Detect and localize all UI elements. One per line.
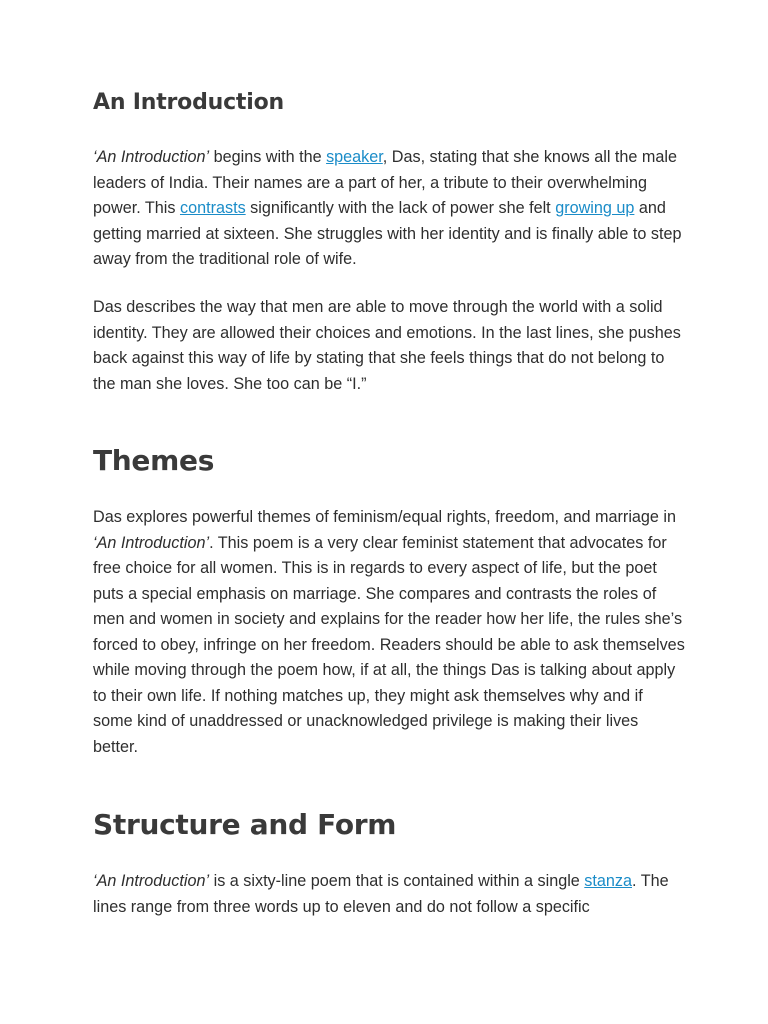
section-heading-introduction: An Introduction	[93, 90, 284, 115]
section-heading-themes: Themes	[93, 444, 215, 477]
poem-title: ‘An Introduction’	[93, 148, 210, 166]
introduction-paragraph-1: ‘An Introduction’ begins with the speaker, Das, stating that she knows all the male leaders of India. Their names are a part of her, a tribute to their overwhelming power. This contrasts significantly with the lack of power she felt growing up and getting married at sixteen. She struggles with her identity and is finally able to step away from the traditional role of wife.	[93, 148, 682, 268]
structure-paragraph: ‘An Introduction’ is a sixty-line poem that is contained within a single stanza. The lines range from three words up to eleven and do not follow a specific	[93, 872, 669, 916]
link-stanza[interactable]: stanza	[584, 872, 632, 890]
link-speaker[interactable]: speaker	[326, 148, 383, 166]
section-heading-structure: Structure and Form	[93, 808, 397, 841]
link-growing-up[interactable]: growing up	[555, 199, 635, 217]
themes-paragraph: Das explores powerful themes of feminism/equal rights, freedom, and marriage in ‘An Introduction’. This poem is a very clear feminist statement that advocates for free choice for all women. This is in regards to every aspect of life, but the poet puts a special emphasis on marriage. She compares and contrasts the roles of men and women in society and explains for the reader how her life, the rules she’s forced to obey, infringe on her freedom. Readers should be able to ask themselves while moving through the poem how, if at all, the things Das is talking about apply to their own life. If nothing matches up, they might ask themselves why and if some kind of unaddressed or unacknowledged privilege is making their lives better.	[93, 508, 685, 756]
link-contrasts[interactable]: contrasts	[179, 199, 246, 217]
introduction-paragraph-2: Das describes the way that men are able to move through the world with a solid identity. They are allowed their choices and emotions. In the last lines, she pushes back against this way of life by stating that she feels things that do not belong to the man she loves. She too can be “I.”	[93, 298, 681, 393]
poem-title: ‘An Introduction’	[93, 533, 210, 552]
poem-title: ‘An Introduction’	[93, 872, 210, 890]
